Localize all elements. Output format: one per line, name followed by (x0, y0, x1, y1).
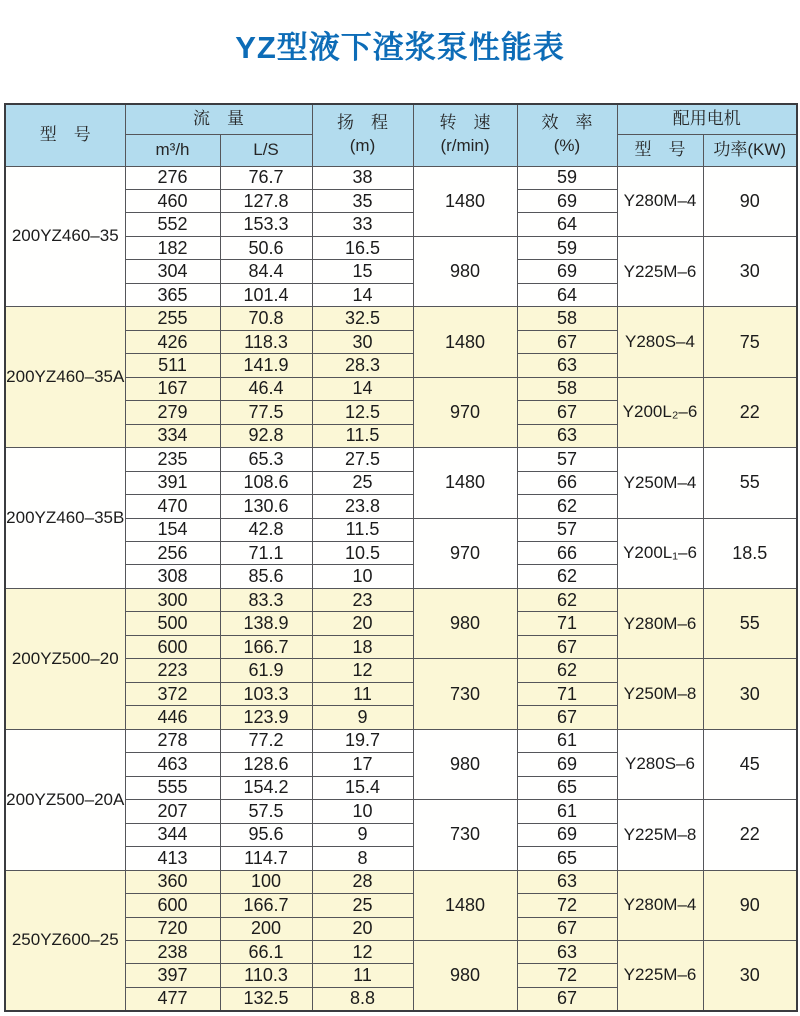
flow-ls-cell: 128.6 (220, 753, 312, 776)
flow-ls-cell: 84.4 (220, 260, 312, 283)
head-cell: 12 (312, 659, 413, 682)
motor-power-cell: 90 (703, 870, 797, 940)
flow-ls-cell: 57.5 (220, 800, 312, 823)
efficiency-cell: 58 (517, 307, 617, 330)
head-cell: 10.5 (312, 542, 413, 565)
header-head-label: 扬 程 (337, 113, 388, 133)
efficiency-cell: 63 (517, 940, 617, 963)
motor-model-cell: Y200L₁–6 (617, 518, 703, 588)
flow-ls-cell: 83.3 (220, 588, 312, 611)
motor-power-cell: 90 (703, 166, 797, 236)
head-cell: 8 (312, 847, 413, 870)
efficiency-cell: 61 (517, 800, 617, 823)
speed-cell: 730 (413, 659, 517, 729)
header-speed-unit: (r/min) (440, 136, 490, 156)
speed-cell: 1480 (413, 307, 517, 377)
motor-model-cell: Y280S–4 (617, 307, 703, 377)
table-row (5, 729, 797, 752)
flow-m3h-cell: 182 (125, 236, 220, 259)
flow-ls-cell: 76.7 (220, 166, 312, 189)
flow-ls-cell: 95.6 (220, 823, 312, 846)
flow-m3h-cell: 167 (125, 377, 220, 400)
motor-model-cell: Y250M–4 (617, 448, 703, 518)
flow-m3h-cell: 276 (125, 166, 220, 189)
flow-m3h-cell: 477 (125, 987, 220, 1011)
efficiency-cell: 57 (517, 518, 617, 541)
speed-cell: 1480 (413, 870, 517, 940)
motor-power-cell: 18.5 (703, 518, 797, 588)
motor-model-cell: Y225M–8 (617, 800, 703, 870)
motor-power-cell: 55 (703, 448, 797, 518)
efficiency-cell: 69 (517, 823, 617, 846)
flow-ls-cell: 71.1 (220, 542, 312, 565)
speed-cell: 980 (413, 729, 517, 799)
header-flow-group: 流 量 (125, 104, 312, 134)
head-cell: 11 (312, 682, 413, 705)
flow-m3h-cell: 207 (125, 800, 220, 823)
page-title: YZ型液下渣浆泵性能表 (235, 30, 565, 65)
efficiency-cell: 65 (517, 847, 617, 870)
table-header (5, 104, 797, 166)
flow-m3h-cell: 360 (125, 870, 220, 893)
head-cell: 38 (312, 166, 413, 189)
efficiency-cell: 62 (517, 495, 617, 518)
motor-power-cell: 30 (703, 940, 797, 1011)
flow-m3h-cell: 223 (125, 659, 220, 682)
flow-ls-cell: 132.5 (220, 987, 312, 1011)
head-cell: 25 (312, 894, 413, 917)
flow-ls-cell: 92.8 (220, 424, 312, 447)
head-cell: 20 (312, 917, 413, 940)
head-cell: 14 (312, 377, 413, 400)
head-cell: 28.3 (312, 354, 413, 377)
efficiency-cell: 67 (517, 917, 617, 940)
flow-m3h-cell: 600 (125, 894, 220, 917)
header-motor-power: 功率(KW) (703, 134, 797, 166)
table-row (5, 588, 797, 611)
header-speed-label: 转 速 (439, 113, 491, 133)
efficiency-cell: 67 (517, 401, 617, 424)
flow-m3h-cell: 511 (125, 354, 220, 377)
head-cell: 15 (312, 260, 413, 283)
flow-ls-cell: 130.6 (220, 495, 312, 518)
flow-ls-cell: 154.2 (220, 776, 312, 799)
flow-m3h-cell: 279 (125, 401, 220, 424)
motor-power-cell: 30 (703, 236, 797, 306)
flow-m3h-cell: 365 (125, 283, 220, 306)
flow-m3h-cell: 463 (125, 753, 220, 776)
header-speed (413, 104, 517, 166)
head-cell: 33 (312, 213, 413, 236)
header-efficiency-label: 效 率 (541, 113, 593, 133)
flow-ls-cell: 66.1 (220, 940, 312, 963)
flow-m3h-cell: 154 (125, 518, 220, 541)
speed-cell: 980 (413, 236, 517, 306)
flow-m3h-cell: 500 (125, 612, 220, 635)
flow-m3h-cell: 238 (125, 940, 220, 963)
flow-ls-cell: 100 (220, 870, 312, 893)
flow-m3h-cell: 446 (125, 706, 220, 729)
head-cell: 12.5 (312, 401, 413, 424)
flow-ls-cell: 77.5 (220, 401, 312, 424)
head-cell: 32.5 (312, 307, 413, 330)
flow-m3h-cell: 470 (125, 495, 220, 518)
flow-m3h-cell: 720 (125, 917, 220, 940)
flow-ls-cell: 65.3 (220, 448, 312, 471)
flow-ls-cell: 153.3 (220, 213, 312, 236)
pump-model-cell: 200YZ460–35B (5, 448, 125, 589)
speed-cell: 1480 (413, 448, 517, 518)
flow-m3h-cell: 334 (125, 424, 220, 447)
header-motor-group: 配用电机 (617, 104, 797, 134)
flow-ls-cell: 85.6 (220, 565, 312, 588)
table-body (5, 166, 797, 1011)
head-cell: 27.5 (312, 448, 413, 471)
motor-model-cell: Y280S–6 (617, 729, 703, 799)
head-cell: 19.7 (312, 729, 413, 752)
head-cell: 12 (312, 940, 413, 963)
flow-m3h-cell: 460 (125, 189, 220, 212)
flow-m3h-cell: 255 (125, 307, 220, 330)
head-cell: 8.8 (312, 987, 413, 1011)
speed-cell: 980 (413, 588, 517, 658)
flow-ls-cell: 42.8 (220, 518, 312, 541)
table-row (5, 870, 797, 893)
pump-model-cell: 250YZ600–25 (5, 870, 125, 1011)
table-row (5, 448, 797, 471)
efficiency-cell: 67 (517, 706, 617, 729)
flow-ls-cell: 46.4 (220, 377, 312, 400)
table-row (5, 307, 797, 330)
efficiency-cell: 64 (517, 283, 617, 306)
flow-m3h-cell: 235 (125, 448, 220, 471)
head-cell: 14 (312, 283, 413, 306)
flow-ls-cell: 110.3 (220, 964, 312, 987)
pump-model-cell: 200YZ460–35A (5, 307, 125, 448)
head-cell: 9 (312, 706, 413, 729)
motor-model-cell: Y280M–4 (617, 166, 703, 236)
header-motor-model: 型 号 (617, 134, 703, 166)
header-flow-ls: L/S (220, 134, 312, 166)
head-cell: 11 (312, 964, 413, 987)
efficiency-cell: 71 (517, 612, 617, 635)
flow-m3h-cell: 555 (125, 776, 220, 799)
header-efficiency (517, 104, 617, 166)
efficiency-cell: 67 (517, 987, 617, 1011)
motor-model-cell: Y200L₂–6 (617, 377, 703, 447)
efficiency-cell: 59 (517, 166, 617, 189)
efficiency-cell: 66 (517, 542, 617, 565)
efficiency-cell: 67 (517, 635, 617, 658)
efficiency-cell: 69 (517, 189, 617, 212)
speed-cell: 980 (413, 940, 517, 1011)
head-cell: 23.8 (312, 495, 413, 518)
pump-model-cell: 200YZ460–35 (5, 166, 125, 307)
flow-m3h-cell: 278 (125, 729, 220, 752)
flow-ls-cell: 101.4 (220, 283, 312, 306)
flow-ls-cell: 77.2 (220, 729, 312, 752)
motor-power-cell: 30 (703, 659, 797, 729)
efficiency-cell: 57 (517, 448, 617, 471)
head-cell: 11.5 (312, 518, 413, 541)
head-cell: 28 (312, 870, 413, 893)
header-head (312, 104, 413, 166)
efficiency-cell: 64 (517, 213, 617, 236)
motor-power-cell: 22 (703, 377, 797, 447)
speed-cell: 730 (413, 800, 517, 870)
flow-m3h-cell: 256 (125, 542, 220, 565)
efficiency-cell: 62 (517, 588, 617, 611)
head-cell: 35 (312, 189, 413, 212)
header-flow-m3h: m³/h (125, 134, 220, 166)
flow-ls-cell: 166.7 (220, 635, 312, 658)
motor-model-cell: Y280M–6 (617, 588, 703, 658)
header-efficiency-unit: (%) (553, 136, 581, 156)
efficiency-cell: 69 (517, 753, 617, 776)
flow-ls-cell: 200 (220, 917, 312, 940)
efficiency-cell: 67 (517, 330, 617, 353)
efficiency-cell: 69 (517, 260, 617, 283)
efficiency-cell: 63 (517, 424, 617, 447)
head-cell: 9 (312, 823, 413, 846)
header-model: 型 号 (5, 104, 125, 166)
efficiency-cell: 71 (517, 682, 617, 705)
efficiency-cell: 66 (517, 471, 617, 494)
flow-m3h-cell: 426 (125, 330, 220, 353)
flow-ls-cell: 138.9 (220, 612, 312, 635)
efficiency-cell: 63 (517, 354, 617, 377)
header-head-unit: (m) (349, 136, 376, 156)
flow-ls-cell: 166.7 (220, 894, 312, 917)
head-cell: 23 (312, 588, 413, 611)
flow-m3h-cell: 397 (125, 964, 220, 987)
head-cell: 18 (312, 635, 413, 658)
flow-ls-cell: 103.3 (220, 682, 312, 705)
efficiency-cell: 58 (517, 377, 617, 400)
flow-ls-cell: 123.9 (220, 706, 312, 729)
flow-m3h-cell: 600 (125, 635, 220, 658)
pump-model-cell: 200YZ500–20A (5, 729, 125, 870)
head-cell: 30 (312, 330, 413, 353)
head-cell: 10 (312, 565, 413, 588)
head-cell: 11.5 (312, 424, 413, 447)
flow-m3h-cell: 304 (125, 260, 220, 283)
flow-m3h-cell: 344 (125, 823, 220, 846)
motor-power-cell: 22 (703, 800, 797, 870)
flow-m3h-cell: 308 (125, 565, 220, 588)
speed-cell: 970 (413, 518, 517, 588)
efficiency-cell: 59 (517, 236, 617, 259)
speed-cell: 970 (413, 377, 517, 447)
efficiency-cell: 62 (517, 659, 617, 682)
flow-m3h-cell: 300 (125, 588, 220, 611)
motor-model-cell: Y225M–6 (617, 940, 703, 1011)
pump-performance-table (4, 103, 798, 1012)
efficiency-cell: 72 (517, 894, 617, 917)
efficiency-cell: 65 (517, 776, 617, 799)
efficiency-cell: 62 (517, 565, 617, 588)
flow-m3h-cell: 391 (125, 471, 220, 494)
head-cell: 10 (312, 800, 413, 823)
header-row-1 (5, 104, 797, 134)
head-cell: 16.5 (312, 236, 413, 259)
motor-power-cell: 55 (703, 588, 797, 658)
motor-model-cell: Y250M–8 (617, 659, 703, 729)
motor-power-cell: 75 (703, 307, 797, 377)
flow-ls-cell: 70.8 (220, 307, 312, 330)
efficiency-cell: 63 (517, 870, 617, 893)
efficiency-cell: 61 (517, 729, 617, 752)
head-cell: 17 (312, 753, 413, 776)
head-cell: 25 (312, 471, 413, 494)
motor-model-cell: Y225M–6 (617, 236, 703, 306)
flow-ls-cell: 141.9 (220, 354, 312, 377)
speed-cell: 1480 (413, 166, 517, 236)
flow-ls-cell: 127.8 (220, 189, 312, 212)
head-cell: 20 (312, 612, 413, 635)
head-cell: 15.4 (312, 776, 413, 799)
motor-power-cell: 45 (703, 729, 797, 799)
flow-m3h-cell: 552 (125, 213, 220, 236)
motor-model-cell: Y280M–4 (617, 870, 703, 940)
flow-ls-cell: 50.6 (220, 236, 312, 259)
flow-ls-cell: 114.7 (220, 847, 312, 870)
table-row (5, 166, 797, 189)
flow-m3h-cell: 372 (125, 682, 220, 705)
flow-ls-cell: 108.6 (220, 471, 312, 494)
flow-ls-cell: 61.9 (220, 659, 312, 682)
flow-m3h-cell: 413 (125, 847, 220, 870)
efficiency-cell: 72 (517, 964, 617, 987)
pump-model-cell: 200YZ500–20 (5, 588, 125, 729)
flow-ls-cell: 118.3 (220, 330, 312, 353)
